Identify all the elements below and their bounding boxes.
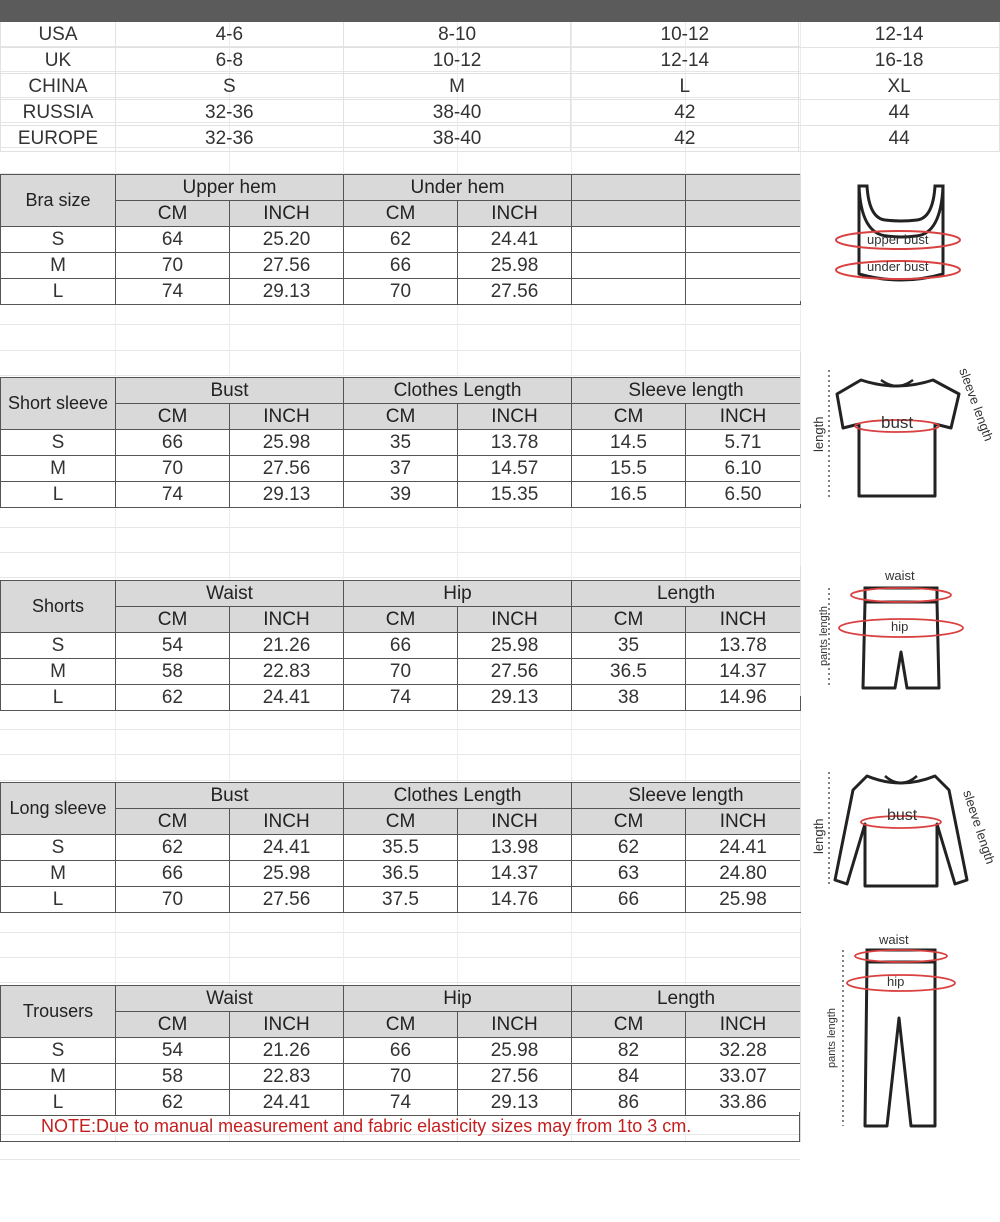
unit-cm: CM bbox=[572, 607, 686, 633]
unit-cm: CM bbox=[116, 201, 230, 227]
table-row bbox=[1, 861, 801, 887]
waist-label: waist bbox=[879, 932, 909, 947]
unit-inch: INCH bbox=[230, 809, 344, 835]
under-bust-label: under bust bbox=[867, 259, 929, 274]
size-label: L bbox=[1, 1090, 116, 1116]
unit-cm: CM bbox=[116, 1012, 230, 1038]
measurement-value: 14.76 bbox=[458, 887, 572, 913]
unit-header-row bbox=[1, 607, 801, 633]
table-row bbox=[1, 227, 801, 253]
table-row bbox=[1, 659, 801, 685]
country-size-value: 6-8 bbox=[115, 48, 343, 74]
country-size-value: 32-36 bbox=[115, 100, 343, 126]
measurement-value: 66 bbox=[344, 253, 458, 279]
long-sleeve-table bbox=[0, 782, 801, 913]
grid-row bbox=[0, 756, 800, 781]
size-label: L bbox=[1, 887, 116, 913]
group-header-row bbox=[1, 175, 801, 201]
measurement-value: 14.57 bbox=[458, 456, 572, 482]
table-row bbox=[1, 1038, 801, 1064]
measurement-value: 24.41 bbox=[458, 227, 572, 253]
blank-cell bbox=[572, 279, 686, 305]
group-header-row bbox=[1, 783, 801, 809]
measurement-value: 62 bbox=[116, 835, 230, 861]
measurement-value: 86 bbox=[572, 1090, 686, 1116]
table-row bbox=[1, 835, 801, 861]
table-row bbox=[1, 685, 801, 711]
measurement-value: 25.98 bbox=[458, 633, 572, 659]
measurement-value: 22.83 bbox=[230, 659, 344, 685]
measurement-value: 62 bbox=[572, 835, 686, 861]
unit-inch: INCH bbox=[458, 201, 572, 227]
size-label: S bbox=[1, 633, 116, 659]
unit-cm: CM bbox=[116, 607, 230, 633]
country-label: EUROPE bbox=[1, 126, 116, 152]
country-row bbox=[1, 48, 1000, 74]
measurement-value: 29.13 bbox=[458, 1090, 572, 1116]
unit-header-row bbox=[1, 809, 801, 835]
grid-row bbox=[0, 958, 800, 983]
country-label: RUSSIA bbox=[1, 100, 116, 126]
group-header: Upper hem bbox=[116, 175, 344, 201]
table-row bbox=[1, 633, 801, 659]
size-label: S bbox=[1, 835, 116, 861]
shorts-illustration bbox=[801, 566, 1000, 696]
unit-cm: CM bbox=[116, 404, 230, 430]
group-header: Length bbox=[572, 581, 801, 607]
measurement-value: 70 bbox=[344, 1064, 458, 1090]
measurement-value: 33.86 bbox=[686, 1090, 801, 1116]
size-label: M bbox=[1, 861, 116, 887]
blank-cell bbox=[572, 253, 686, 279]
unit-cm: CM bbox=[344, 1012, 458, 1038]
measurement-value: 58 bbox=[116, 659, 230, 685]
measurement-value: 27.56 bbox=[230, 456, 344, 482]
blank-cell bbox=[686, 253, 801, 279]
country-row bbox=[1, 74, 1000, 100]
size-label: S bbox=[1, 430, 116, 456]
country-size-value: XL bbox=[799, 74, 1000, 100]
measurement-value: 27.56 bbox=[230, 887, 344, 913]
measurement-value: 25.98 bbox=[230, 861, 344, 887]
measurement-value: 64 bbox=[116, 227, 230, 253]
country-size-value: 10-12 bbox=[571, 22, 799, 48]
measurement-value: 24.41 bbox=[230, 835, 344, 861]
group-header: Bust bbox=[116, 783, 344, 809]
group-header: Hip bbox=[344, 986, 572, 1012]
group-header: Sleeve length bbox=[572, 378, 801, 404]
length-label: length bbox=[811, 818, 826, 854]
measurement-value: 15.35 bbox=[458, 482, 572, 508]
blank-header bbox=[572, 175, 686, 201]
measurement-value: 35 bbox=[344, 430, 458, 456]
unit-inch: INCH bbox=[458, 404, 572, 430]
measurement-value: 16.5 bbox=[572, 482, 686, 508]
blank-cell bbox=[686, 279, 801, 305]
grid-row bbox=[0, 553, 800, 578]
table-row bbox=[1, 430, 801, 456]
pants-length-label: pants length bbox=[826, 1008, 838, 1068]
country-size-value: 42 bbox=[571, 126, 799, 152]
measurement-value: 24.41 bbox=[686, 835, 801, 861]
country-size-value: 10-12 bbox=[343, 48, 571, 74]
table-row bbox=[1, 1064, 801, 1090]
group-header-row bbox=[1, 378, 801, 404]
unit-cm: CM bbox=[572, 1012, 686, 1038]
measurement-value: 6.50 bbox=[686, 482, 801, 508]
measurement-value: 54 bbox=[116, 633, 230, 659]
measurement-value: 25.20 bbox=[230, 227, 344, 253]
unit-inch: INCH bbox=[458, 809, 572, 835]
size-label: S bbox=[1, 1038, 116, 1064]
measurement-value: 66 bbox=[572, 887, 686, 913]
measurement-value: 27.56 bbox=[458, 279, 572, 305]
country-size-value: 38-40 bbox=[343, 126, 571, 152]
country-size-value: 44 bbox=[799, 126, 1000, 152]
grid-row bbox=[0, 149, 800, 174]
unit-inch: INCH bbox=[686, 404, 801, 430]
unit-inch: INCH bbox=[458, 1012, 572, 1038]
table-row bbox=[1, 279, 801, 305]
measurement-value: 82 bbox=[572, 1038, 686, 1064]
table-name: Long sleeve bbox=[1, 783, 116, 835]
table-name: Short sleeve bbox=[1, 378, 116, 430]
blank-cell bbox=[686, 227, 801, 253]
measurement-value: 35.5 bbox=[344, 835, 458, 861]
size-label: S bbox=[1, 227, 116, 253]
table-row bbox=[1, 456, 801, 482]
measurement-value: 13.78 bbox=[458, 430, 572, 456]
group-header: Waist bbox=[116, 581, 344, 607]
size-label: L bbox=[1, 279, 116, 305]
size-label: M bbox=[1, 1064, 116, 1090]
measurement-value: 63 bbox=[572, 861, 686, 887]
upper-bust-label: upper bust bbox=[867, 232, 929, 247]
measurement-value: 25.98 bbox=[230, 430, 344, 456]
measurement-value: 32.28 bbox=[686, 1038, 801, 1064]
measurement-value: 70 bbox=[116, 456, 230, 482]
country-size-value: 38-40 bbox=[343, 100, 571, 126]
measurement-value: 25.98 bbox=[458, 253, 572, 279]
measurement-value: 14.96 bbox=[686, 685, 801, 711]
unit-inch: INCH bbox=[686, 607, 801, 633]
size-label: L bbox=[1, 685, 116, 711]
group-header: Clothes Length bbox=[344, 378, 572, 404]
measurement-value: 74 bbox=[116, 482, 230, 508]
measurement-value: 37 bbox=[344, 456, 458, 482]
measurement-note: NOTE:Due to manual measurement and fabric elasticity sizes may from 1to 3 cm. bbox=[0, 1112, 800, 1142]
measurement-value: 66 bbox=[344, 633, 458, 659]
country-size-value: S bbox=[115, 74, 343, 100]
unit-inch: INCH bbox=[686, 809, 801, 835]
measurement-value: 70 bbox=[344, 279, 458, 305]
bra-figure bbox=[800, 174, 1000, 301]
country-row bbox=[1, 100, 1000, 126]
unit-cm: CM bbox=[344, 404, 458, 430]
unit-inch: INCH bbox=[686, 1012, 801, 1038]
measurement-value: 14.37 bbox=[458, 861, 572, 887]
unit-cm: CM bbox=[572, 404, 686, 430]
trousers-table bbox=[0, 985, 801, 1116]
unit-cm: CM bbox=[572, 809, 686, 835]
measurement-value: 74 bbox=[116, 279, 230, 305]
unit-inch: INCH bbox=[230, 201, 344, 227]
blank-cell bbox=[572, 227, 686, 253]
measurement-value: 36.5 bbox=[572, 659, 686, 685]
grid-row bbox=[0, 730, 800, 755]
group-header-row bbox=[1, 986, 801, 1012]
waist-label: waist bbox=[885, 568, 915, 583]
country-row bbox=[1, 22, 1000, 48]
country-row bbox=[1, 126, 1000, 152]
bra-size-table bbox=[0, 174, 801, 305]
bust-label: bust bbox=[887, 807, 918, 824]
shorts-figure bbox=[800, 566, 1000, 696]
sleeve-length-label: sleeve length bbox=[960, 788, 999, 866]
unit-header-row bbox=[1, 1012, 801, 1038]
measurement-value: 84 bbox=[572, 1064, 686, 1090]
measurement-value: 62 bbox=[116, 1090, 230, 1116]
sleeve-length-label: sleeve length bbox=[956, 365, 997, 444]
country-size-table bbox=[0, 22, 1000, 152]
measurement-value: 35 bbox=[572, 633, 686, 659]
measurement-value: 24.41 bbox=[230, 1090, 344, 1116]
size-label: M bbox=[1, 659, 116, 685]
country-size-value: L bbox=[571, 74, 799, 100]
bust-label: bust bbox=[881, 413, 914, 432]
short-sleeve-illustration bbox=[801, 352, 1000, 504]
top-bar bbox=[0, 0, 1000, 22]
short-sleeve-table bbox=[0, 377, 801, 508]
table-name: Shorts bbox=[1, 581, 116, 633]
measurement-value: 14.5 bbox=[572, 430, 686, 456]
shorts-table bbox=[0, 580, 801, 711]
measurement-value: 70 bbox=[116, 253, 230, 279]
measurement-value: 66 bbox=[116, 861, 230, 887]
measurement-value: 38 bbox=[572, 685, 686, 711]
measurement-value: 66 bbox=[344, 1038, 458, 1064]
country-size-value: 8-10 bbox=[343, 22, 571, 48]
trousers-illustration bbox=[801, 928, 1000, 1142]
measurement-value: 58 bbox=[116, 1064, 230, 1090]
group-header: Bust bbox=[116, 378, 344, 404]
group-header: Clothes Length bbox=[344, 783, 572, 809]
bra-illustration bbox=[801, 174, 1000, 301]
long-sleeve-figure bbox=[800, 760, 1000, 912]
measurement-value: 36.5 bbox=[344, 861, 458, 887]
measurement-value: 22.83 bbox=[230, 1064, 344, 1090]
short-sleeve-figure bbox=[800, 352, 1000, 504]
unit-cm: CM bbox=[344, 201, 458, 227]
unit-inch: INCH bbox=[230, 1012, 344, 1038]
size-label: M bbox=[1, 456, 116, 482]
measurement-value: 24.41 bbox=[230, 685, 344, 711]
country-size-value: 4-6 bbox=[115, 22, 343, 48]
measurement-value: 29.13 bbox=[458, 685, 572, 711]
measurement-value: 25.98 bbox=[458, 1038, 572, 1064]
unit-header-row bbox=[1, 201, 801, 227]
size-label: M bbox=[1, 253, 116, 279]
grid-row bbox=[0, 326, 800, 351]
grid-row bbox=[0, 351, 800, 376]
measurement-value: 13.78 bbox=[686, 633, 801, 659]
measurement-value: 39 bbox=[344, 482, 458, 508]
unit-header-row bbox=[1, 404, 801, 430]
country-label: CHINA bbox=[1, 74, 116, 100]
measurement-value: 33.07 bbox=[686, 1064, 801, 1090]
measurement-value: 74 bbox=[344, 685, 458, 711]
measurement-value: 5.71 bbox=[686, 430, 801, 456]
table-name: Trousers bbox=[1, 986, 116, 1038]
measurement-value: 24.80 bbox=[686, 861, 801, 887]
blank-header bbox=[686, 175, 801, 201]
country-size-value: 12-14 bbox=[799, 22, 1000, 48]
group-header-row bbox=[1, 581, 801, 607]
group-header: Length bbox=[572, 986, 801, 1012]
group-header: Waist bbox=[116, 986, 344, 1012]
unit-inch: INCH bbox=[230, 404, 344, 430]
measurement-value: 27.56 bbox=[458, 659, 572, 685]
size-label: L bbox=[1, 482, 116, 508]
measurement-value: 62 bbox=[344, 227, 458, 253]
group-header: Under hem bbox=[344, 175, 572, 201]
measurement-value: 6.10 bbox=[686, 456, 801, 482]
table-name: Bra size bbox=[1, 175, 116, 227]
unit-cm: CM bbox=[344, 607, 458, 633]
measurement-value: 37.5 bbox=[344, 887, 458, 913]
unit-cm: CM bbox=[116, 809, 230, 835]
unit-inch: INCH bbox=[458, 607, 572, 633]
measurement-value: 14.37 bbox=[686, 659, 801, 685]
measurement-value: 70 bbox=[344, 659, 458, 685]
grid-row bbox=[0, 528, 800, 553]
measurement-value: 21.26 bbox=[230, 1038, 344, 1064]
measurement-value: 21.26 bbox=[230, 633, 344, 659]
group-header: Hip bbox=[344, 581, 572, 607]
country-label: USA bbox=[1, 22, 116, 48]
country-size-value: 12-14 bbox=[571, 48, 799, 74]
country-size-value: 44 bbox=[799, 100, 1000, 126]
pants-length-label: pants length bbox=[818, 606, 830, 666]
measurement-value: 29.13 bbox=[230, 279, 344, 305]
blank-header bbox=[686, 201, 801, 227]
hip-label: hip bbox=[887, 974, 905, 989]
country-size-value: 16-18 bbox=[799, 48, 1000, 74]
measurement-value: 70 bbox=[116, 887, 230, 913]
table-row bbox=[1, 887, 801, 913]
measurement-value: 25.98 bbox=[686, 887, 801, 913]
measurement-value: 66 bbox=[116, 430, 230, 456]
group-header: Sleeve length bbox=[572, 783, 801, 809]
measurement-value: 13.98 bbox=[458, 835, 572, 861]
unit-inch: INCH bbox=[230, 607, 344, 633]
country-size-value: 42 bbox=[571, 100, 799, 126]
measurement-value: 29.13 bbox=[230, 482, 344, 508]
country-size-value: 32-36 bbox=[115, 126, 343, 152]
measurement-value: 54 bbox=[116, 1038, 230, 1064]
measurement-value: 62 bbox=[116, 685, 230, 711]
blank-header bbox=[572, 201, 686, 227]
measurement-value: 74 bbox=[344, 1090, 458, 1116]
hip-label: hip bbox=[891, 619, 909, 634]
grid-row bbox=[0, 933, 800, 958]
trousers-figure bbox=[800, 928, 1000, 1142]
unit-cm: CM bbox=[344, 809, 458, 835]
table-row bbox=[1, 482, 801, 508]
measurement-value: 27.56 bbox=[230, 253, 344, 279]
long-sleeve-illustration bbox=[801, 760, 1000, 912]
country-label: UK bbox=[1, 48, 116, 74]
measurement-value: 15.5 bbox=[572, 456, 686, 482]
country-size-value: M bbox=[343, 74, 571, 100]
measurement-value: 27.56 bbox=[458, 1064, 572, 1090]
length-label: length bbox=[811, 416, 826, 452]
table-row bbox=[1, 253, 801, 279]
